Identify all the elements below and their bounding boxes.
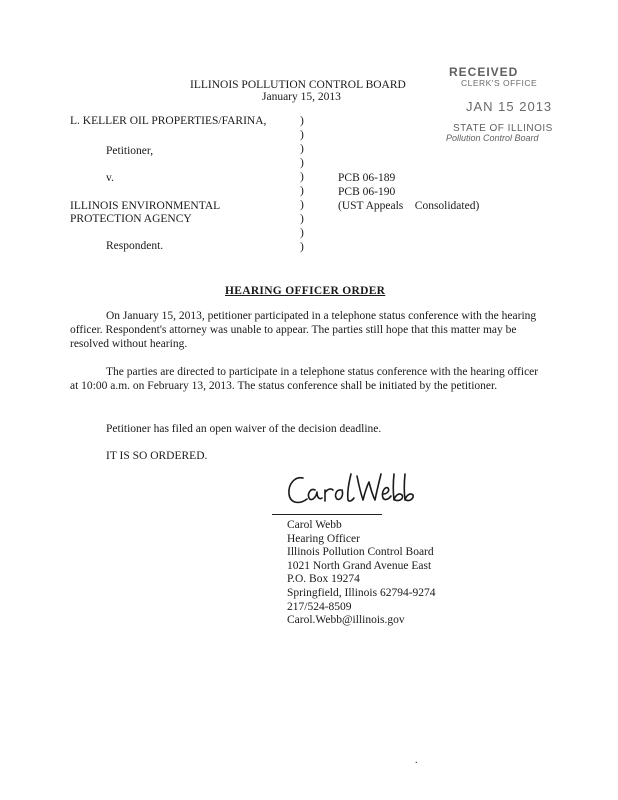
- address-city: Springfield, Illinois 62794-9274: [287, 586, 436, 599]
- order-paragraph-text: IT IS SO ORDERED.: [106, 450, 208, 462]
- order-paragraph: [70, 422, 540, 436]
- petitioner-name: L. KELLER OIL PROPERTIES/FARINA,: [70, 115, 267, 127]
- signer-title: Hearing Officer: [287, 532, 360, 545]
- caption-paren: ): [300, 115, 304, 127]
- signature-line: [272, 514, 382, 515]
- respondent-name-line2: PROTECTION AGENCY: [70, 213, 192, 225]
- order-paragraph-text: The parties are directed to participate in a telephone status conference with the hearing officer at 10:00 a.m. on February 13, 2013. The status conference shall be initiated by the petitioner.: [70, 366, 539, 392]
- stamp-board-text: Pollution Control Board: [446, 133, 539, 143]
- order-date: January 15, 2013: [262, 91, 341, 103]
- phone-number: 217/524-8509: [287, 600, 352, 613]
- order-paragraph: [70, 449, 540, 463]
- caption-paren: ): [300, 185, 304, 197]
- stamp-received-text: RECEIVED: [449, 65, 519, 79]
- stamp-date-text: JAN 15 2013: [466, 99, 553, 114]
- email-address: Carol.Webb@illinois.gov: [287, 614, 405, 627]
- stamp-office-text: CLERK'S OFFICE: [461, 78, 538, 88]
- signer-organization: Illinois Pollution Control Board: [287, 546, 434, 559]
- signature-block: [287, 519, 436, 628]
- petitioner-label: Petitioner,: [106, 145, 154, 157]
- footer-mark: .: [415, 755, 418, 766]
- order-paragraph-text: Petitioner has filed an open waiver of the decision deadline.: [106, 423, 382, 435]
- versus-label: v.: [106, 172, 114, 184]
- caption-paren: ): [300, 157, 304, 169]
- address-po-box: P.O. Box 19274: [287, 573, 360, 586]
- stamp-state-text: STATE OF ILLINOIS: [453, 123, 553, 134]
- order-paragraph: [70, 309, 540, 351]
- caption-paren: ): [300, 171, 304, 183]
- caption-paren: ): [300, 227, 304, 239]
- respondent-name-line1: ILLINOIS ENVIRONMENTAL: [70, 200, 221, 212]
- caption-paren: ): [300, 143, 304, 155]
- order-paragraph: [70, 365, 540, 393]
- order-paragraph-text: On January 15, 2013, petitioner participated in a telephone status conference with the hearing officer. Respondent's attorney was unable to appear. The parties still hope that this matter may be resolved without hearing.: [70, 310, 537, 350]
- case-number-2: PCB 06-190: [338, 186, 396, 198]
- agency-title: ILLINOIS POLLUTION CONTROL BOARD: [190, 79, 406, 91]
- respondent-label: Respondent.: [106, 240, 164, 252]
- case-number-1: PCB 06-189: [338, 172, 396, 184]
- address-line: 1021 North Grand Avenue East: [287, 559, 432, 572]
- handwritten-signature: [285, 468, 415, 514]
- caption-paren: ): [300, 241, 304, 253]
- caption-paren: ): [300, 199, 304, 211]
- caption-paren: ): [300, 213, 304, 225]
- caption-paren: ): [300, 129, 304, 141]
- order-heading: HEARING OFFICER ORDER: [225, 285, 386, 297]
- signer-name: Carol Webb: [287, 519, 342, 531]
- case-type: (UST Appeals Consolidated): [338, 200, 480, 212]
